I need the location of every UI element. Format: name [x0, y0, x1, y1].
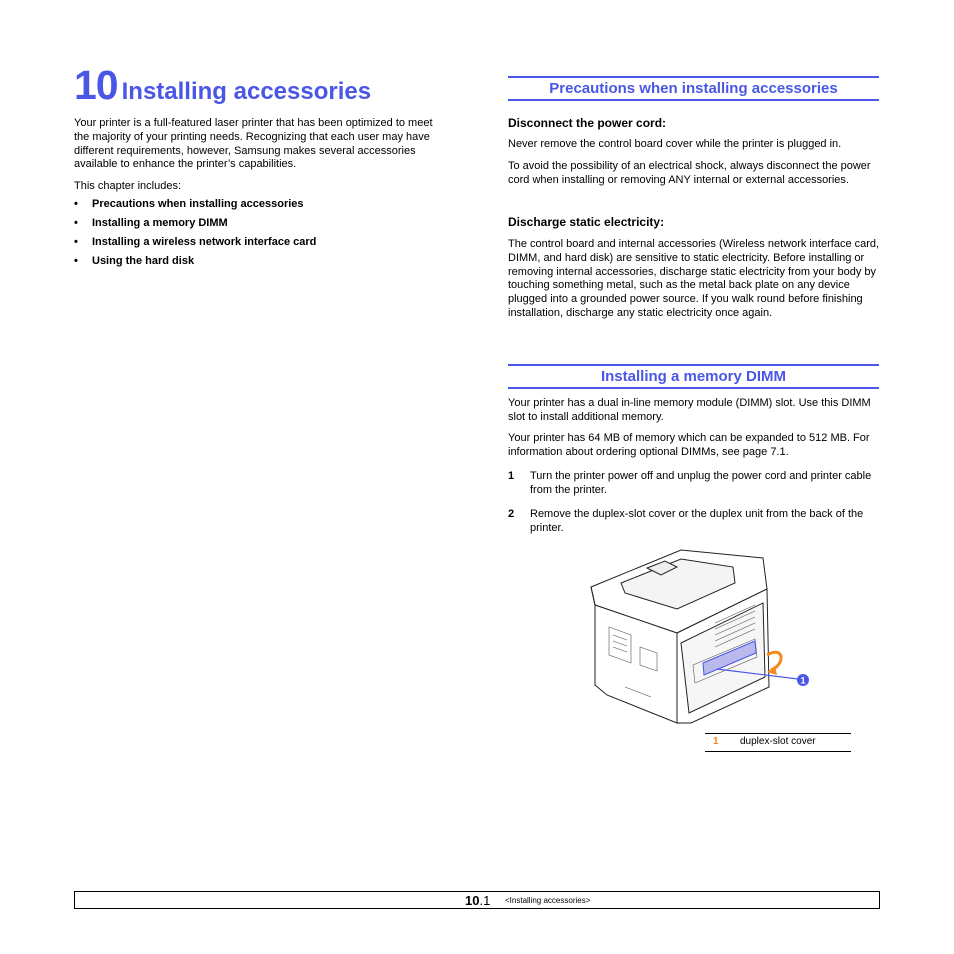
subheading-power-cord: Disconnect the power cord:	[508, 116, 667, 130]
bullet-marker: •	[74, 217, 78, 229]
page-footer	[74, 891, 880, 909]
paragraph: Never remove the control board cover while the printer is plugged in.	[508, 138, 842, 150]
chapter-number: 10	[74, 62, 118, 108]
intro-paragraph: Your printer is a full-featured laser printer that has been optimized to meet the majority of your printing needs. Recognizing that each user may have different requirements, however, Samsung makes several accessories available to enhance the printer’s capabilities.	[74, 117, 433, 171]
page-number: 10.1	[465, 893, 491, 908]
caption-number: 1	[713, 736, 719, 747]
section-heading-dimm: Installing a memory DIMM	[508, 364, 879, 389]
paragraph: To avoid the possibility of an electrical shock, always disconnect the power cord when installing or removing ANY internal or external accessories.	[508, 160, 871, 186]
callout-number: 1	[800, 675, 806, 686]
paragraph: The control board and internal accessories (Wireless network interface card, DIMM, and hard disk) are sensitive to static electricity. Before installing or removing internal accessories, discharge static electricity from your body by touching something metal, such as the metal back plate on any device plugged into a grounded power source. If you walk round before finishing installation, discharge any static electricity once again.	[508, 238, 880, 319]
printer-illustration	[585, 545, 815, 730]
figure-caption	[705, 733, 851, 752]
subheading-static: Discharge static electricity:	[508, 215, 665, 229]
caption-text: duplex-slot cover	[740, 736, 816, 747]
section-heading-precautions: Precautions when installing accessories	[508, 76, 879, 101]
bullet-marker: •	[74, 236, 78, 248]
step-text: Remove the duplex-slot cover or the duplex unit from the back of the printer.	[530, 508, 864, 534]
list-item: • Using the hard disk	[74, 255, 195, 267]
chapter-contents-list	[74, 198, 316, 274]
chapter-title-text: Installing accessories	[121, 78, 372, 105]
step-number: 2	[508, 508, 515, 520]
step-text: Turn the printer power off and unplug the power cord and printer cable from the printer.	[530, 470, 872, 496]
list-item: • Precautions when installing accessories	[74, 198, 304, 210]
list-item: • Installing a wireless network interface card	[74, 236, 317, 248]
bullet-marker: •	[74, 255, 78, 267]
paragraph: Your printer has a dual in-line memory module (DIMM) slot. Use this DIMM slot to install additional memory.	[508, 397, 871, 423]
step-number: 1	[508, 470, 515, 482]
paragraph: Your printer has 64 MB of memory which can be expanded to 512 MB. For information about ordering optional DIMMs, see page 7.1.	[508, 432, 870, 458]
footer-chapter-label: <Installing accessories>	[505, 896, 591, 905]
chapter-title	[74, 62, 371, 109]
list-item: • Installing a memory DIMM	[74, 217, 228, 229]
bullet-marker: •	[74, 198, 78, 210]
includes-label: This chapter includes:	[74, 180, 181, 192]
